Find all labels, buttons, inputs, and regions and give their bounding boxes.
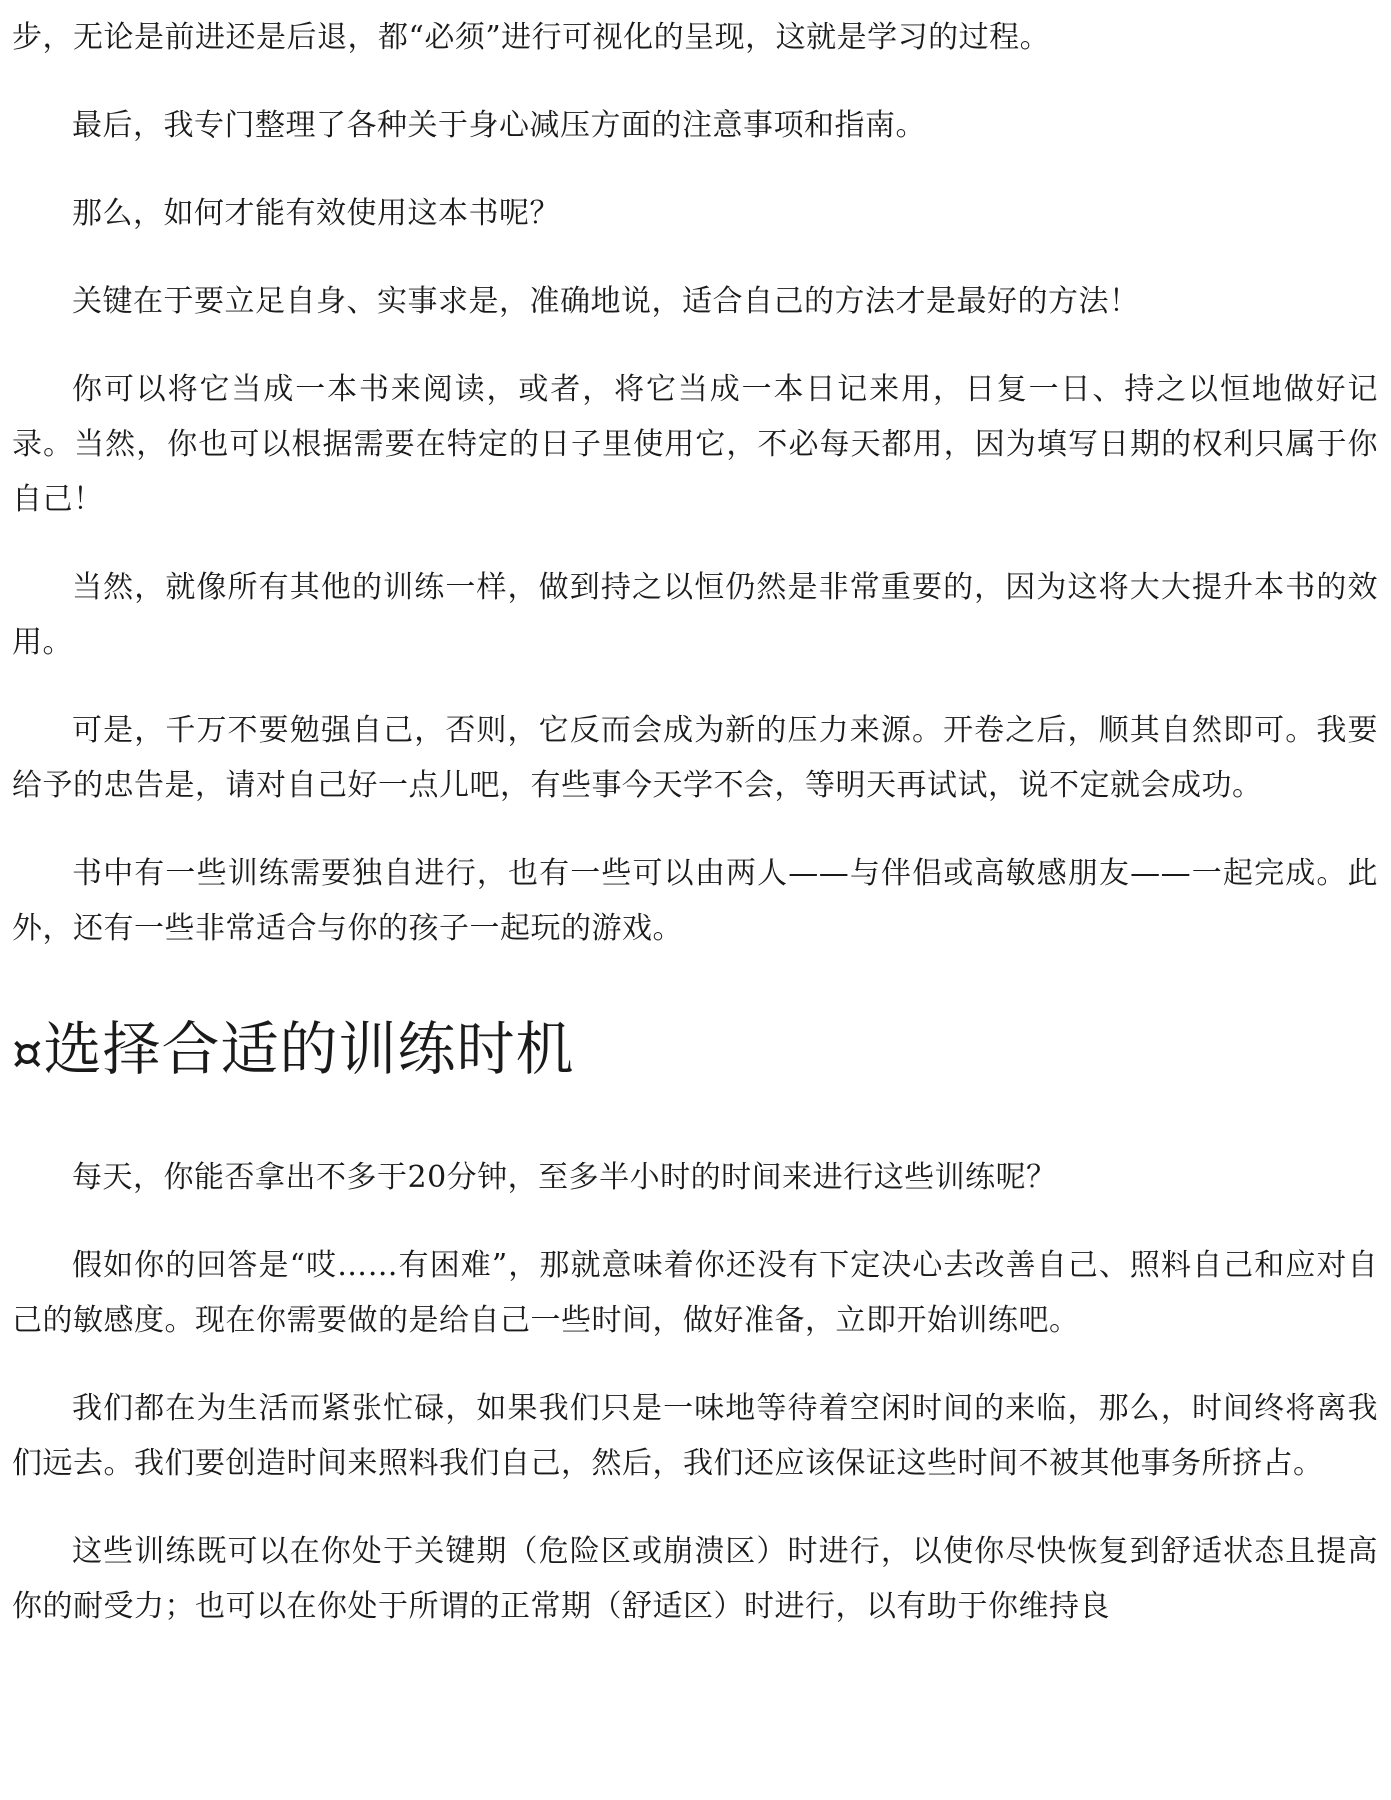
paragraph: 每天，你能否拿出不多于20分钟，至多半小时的时间来进行这些训练呢？ [72,1160,1057,1195]
paragraph: 当然，就像所有其他的训练一样，做到持之以恒仍然是非常重要的，因为这将大大提升本书的效用。 [12,570,1378,660]
paragraph: 你可以将它当成一本书来阅读，或者，将它当成一本日记来用，日复一日、持之以恒地做好记录。当然，你也可以根据需要在特定的日子里使用它，不必每天都用，因为填写日期的权利只属于你自己！ [12,372,1378,517]
paragraph: 最后，我专门整理了各种关于身心减压方面的注意事项和指南。 [72,108,926,143]
paragraph: 关键在于要立足自身、实事求是，准确地说，适合自己的方法才是最好的方法！ [72,284,1140,319]
section-heading [12,1014,1378,1088]
paragraph: 假如你的回答是“哎……有困难”，那就意味着你还没有下定决心去改善自己、照料自己和应对自己的敏感度。现在你需要做的是给自己一些时间，做好准备，立即开始训练吧。 [12,1248,1378,1338]
paragraph: 书中有一些训练需要独自进行，也有一些可以由两人——与伴侣或高敏感朋友——一起完成。此外，还有一些非常适合与你的孩子一起玩的游戏。 [12,856,1378,946]
paragraph-truncated: 这些训练既可以在你处于关键期（危险区或崩溃区）时进行，以使你尽快恢复到舒适状态且提高你的耐受力；也可以在你处于所谓的正常期（舒适区）时进行，以有助于你维持良 [12,1534,1378,1624]
document-page [12,0,1378,1667]
heading-marker-icon: ¤ [12,1025,44,1081]
section-heading-text: 选择合适的训练时机 [43,1015,575,1083]
paragraph-continued: 步，无论是前进还是后退，都“必须”进行可视化的呈现，这就是学习的过程。 [12,20,1051,55]
paragraph: 可是，千万不要勉强自己，否则，它反而会成为新的压力来源。开卷之后，顺其自然即可。我要给予的忠告是，请对自己好一点儿吧，有些事今天学不会，等明天再试试，说不定就会成功。 [12,713,1378,803]
paragraph: 那么，如何才能有效使用这本书呢？ [72,196,560,231]
paragraph: 我们都在为生活而紧张忙碌，如果我们只是一味地等待着空闲时间的来临，那么，时间终将离我们远去。我们要创造时间来照料我们自己，然后，我们还应该保证这些时间不被其他事务所挤占。 [12,1391,1378,1481]
